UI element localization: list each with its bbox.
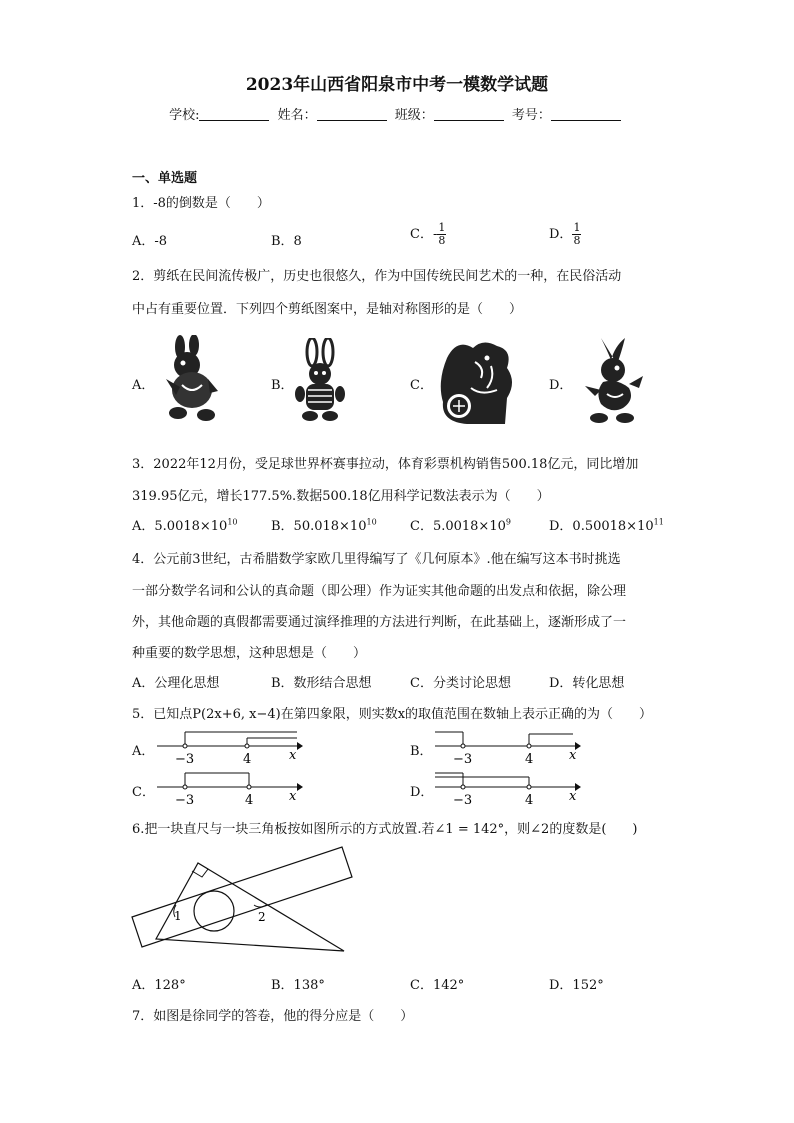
q3-option-a[interactable] bbox=[132, 515, 238, 534]
school-blank[interactable] bbox=[199, 107, 269, 121]
number-line-c-tick-4: 4 bbox=[245, 793, 254, 808]
section-heading: 一、单选题 bbox=[132, 171, 198, 186]
number-line-c-axis-label: x bbox=[289, 789, 297, 804]
q6-option-a[interactable]: A．128° bbox=[132, 978, 186, 993]
class-blank[interactable] bbox=[434, 107, 504, 121]
number-line-a bbox=[155, 728, 305, 770]
ruler-triangle-figure bbox=[128, 843, 354, 955]
name-blank[interactable] bbox=[317, 107, 387, 121]
number-line-a-tick-4: 4 bbox=[243, 752, 252, 767]
number-line-b bbox=[433, 728, 583, 770]
number-line-b-tick-4: 4 bbox=[525, 752, 534, 767]
q1-d-prefix: D． bbox=[549, 227, 573, 242]
q1-option-d[interactable] bbox=[549, 222, 581, 247]
q2-stem-line-1: 2．剪纸在民间流传极广，历史也很悠久，作为中国传统民间艺术的一种，在民俗活动 bbox=[132, 269, 622, 284]
number-line-d bbox=[433, 769, 583, 811]
q3-option-b[interactable] bbox=[271, 515, 377, 534]
q1-c-numerator: 1 bbox=[438, 221, 446, 234]
q4-stem-line-3: 外，其他命题的真假都需要通过演绎推理的方法进行判断，在此基础上，逐渐形成了一 bbox=[132, 615, 627, 630]
q5-option-c[interactable]: C． bbox=[132, 785, 155, 800]
rabbit-papercut-c-image bbox=[437, 338, 517, 428]
exam-no-blank[interactable] bbox=[551, 107, 621, 121]
rabbit-papercut-d-image bbox=[577, 334, 647, 426]
q4-option-a[interactable]: A．公理化思想 bbox=[132, 676, 220, 691]
q6-option-b[interactable]: B．138° bbox=[271, 978, 325, 993]
name-label: 姓名： bbox=[277, 108, 317, 123]
q1-stem: 1．-8的倒数是（ ） bbox=[132, 196, 270, 211]
q2-stem-line-2: 中占有重要位置．下列四个剪纸图案中，是轴对称图形的是（ ） bbox=[132, 302, 523, 317]
q1-option-b[interactable]: B．8 bbox=[271, 234, 302, 249]
q4-option-b[interactable]: B．数形结合思想 bbox=[271, 676, 372, 691]
q6-stem: 6.把一块直尺与一块三角板按如图所示的方式放置.若∠1 = 142°，则∠2的度数是( ) bbox=[132, 822, 638, 837]
q2-option-d[interactable]: D． bbox=[549, 378, 573, 393]
rabbit-papercut-a-image bbox=[152, 335, 232, 427]
q3-stem-line-1: 3．2022年12月份，受足球世界杯赛事拉动，体育彩票机构销售500.18亿元，同比增加 bbox=[132, 457, 639, 472]
q7-stem: 7．如图是徐同学的答卷，他的得分应是（ ） bbox=[132, 1009, 414, 1024]
q3-d-exponent: 11 bbox=[653, 517, 664, 527]
q3-stem-line-2: 319.95亿元，增长177.5%.数据500.18亿用科学记数法表示为（ ） bbox=[132, 489, 550, 504]
q1-c-denominator: 8 bbox=[438, 234, 446, 247]
q4-stem-line-2: 一部分数学名词和公认的真命题（即公理）作为证实其他命题的出发点和依据，除公理 bbox=[132, 584, 627, 599]
q3-option-d[interactable] bbox=[549, 515, 664, 534]
q3-d-base: D．0.50018×10 bbox=[549, 519, 654, 534]
number-line-d-tick-neg3: −3 bbox=[453, 793, 473, 808]
q3-a-exponent: 10 bbox=[227, 517, 238, 527]
q5-option-a[interactable]: A． bbox=[132, 744, 155, 759]
q3-c-exponent: 9 bbox=[505, 517, 511, 527]
q3-b-base: B．50.018×10 bbox=[271, 519, 367, 534]
class-label: 班级： bbox=[394, 108, 434, 123]
q5-option-d[interactable]: D． bbox=[410, 785, 434, 800]
q1-option-a[interactable]: A．-8 bbox=[132, 234, 168, 249]
q4-stem-line-1: 4．公元前3世纪，古希腊数学家欧几里得编写了《几何原本》.他在编写这本书时挑选 bbox=[132, 552, 621, 567]
q2-option-a[interactable]: A． bbox=[132, 378, 155, 393]
q5-option-b[interactable]: B． bbox=[410, 744, 433, 759]
number-line-a-axis-label: x bbox=[289, 748, 297, 763]
page-title: 2023年山西省阳泉市中考一模数学试题 bbox=[245, 75, 549, 95]
number-line-b-axis-label: x bbox=[569, 748, 577, 763]
q1-d-numerator: 1 bbox=[573, 221, 581, 234]
number-line-a-tick-neg3: −3 bbox=[175, 752, 195, 767]
number-line-c bbox=[155, 769, 305, 811]
q6-option-d[interactable]: D．152° bbox=[549, 978, 604, 993]
q1-c-prefix: C．- bbox=[410, 227, 438, 242]
number-line-d-tick-4: 4 bbox=[525, 793, 534, 808]
number-line-c-tick-neg3: −3 bbox=[175, 793, 195, 808]
angle-1-label: 1 bbox=[174, 909, 182, 923]
q3-c-base: C．5.0018×10 bbox=[410, 519, 506, 534]
q1-option-c[interactable] bbox=[410, 222, 446, 247]
q1-c-fraction bbox=[437, 222, 446, 247]
q2-option-b[interactable]: B． bbox=[271, 378, 294, 393]
school-label: 学校: bbox=[169, 108, 200, 123]
q4-option-d[interactable]: D．转化思想 bbox=[549, 676, 625, 691]
q4-option-c[interactable]: C．分类讨论思想 bbox=[410, 676, 511, 691]
number-line-b-tick-neg3: −3 bbox=[453, 752, 473, 767]
number-line-d-axis-label: x bbox=[569, 789, 577, 804]
rabbit-papercut-b-image bbox=[290, 338, 350, 424]
exam-no-label: 考号： bbox=[511, 108, 551, 123]
q3-option-c[interactable] bbox=[410, 515, 511, 534]
q3-a-base: A．5.0018×10 bbox=[132, 519, 228, 534]
student-info-row bbox=[0, 104, 794, 123]
q5-stem: 5．已知点P(2x+6, x−4)在第四象限，则实数x的取值范围在数轴上表示正确的为（ ） bbox=[132, 707, 653, 722]
q4-stem-line-4: 种重要的数学思想，这种思想是（ ） bbox=[132, 646, 367, 661]
q1-d-fraction bbox=[572, 222, 581, 247]
q2-option-c[interactable]: C． bbox=[410, 378, 433, 393]
q1-d-denominator: 8 bbox=[573, 234, 581, 247]
angle-2-label: 2 bbox=[258, 910, 266, 924]
q6-option-c[interactable]: C．142° bbox=[410, 978, 465, 993]
q3-b-exponent: 10 bbox=[366, 517, 377, 527]
